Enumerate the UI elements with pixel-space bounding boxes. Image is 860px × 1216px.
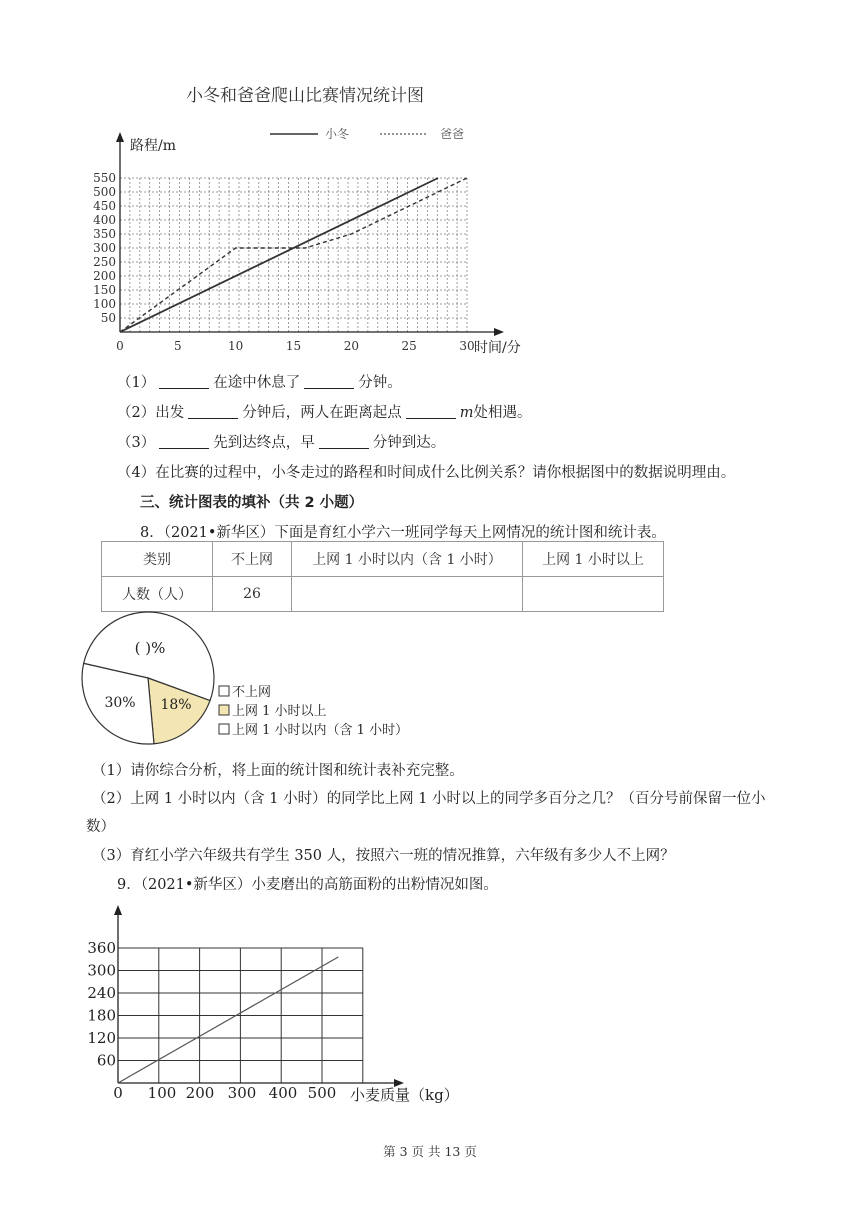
x-tick-label: 400 — [268, 1084, 298, 1102]
legend-xiaodong: 小冬 — [325, 127, 350, 141]
y-tick-label: 240 — [87, 984, 116, 1002]
chart-flour — [0, 890, 860, 1110]
q8-sub1: （1）请你综合分析，将上面的统计图和统计表补充完整。 — [92, 763, 464, 779]
series-line-xiaodong — [120, 178, 438, 332]
table-cell: 人数（人） — [102, 577, 213, 612]
y-tick-label: 150 — [93, 283, 116, 297]
y-tick-label: 50 — [100, 311, 116, 325]
table-header: 上网 1 小时以内（含 1 小时） — [292, 542, 523, 577]
y-tick-label: 200 — [93, 269, 116, 283]
y-tick-label: 60 — [96, 1051, 116, 1070]
chart1-grid — [120, 178, 467, 332]
x-tick-label: 15 — [285, 339, 302, 353]
table-row — [102, 577, 664, 612]
table-header: 上网 1 小时以上 — [523, 542, 664, 577]
answer-blank[interactable] — [159, 374, 209, 389]
legend-swatch-within-1h — [219, 724, 229, 734]
answer-blank[interactable] — [406, 404, 456, 419]
q-text: （3） — [117, 435, 156, 451]
series-line-flour — [118, 957, 338, 1083]
q-text: 在途中休息了 — [213, 375, 301, 391]
legend-label: 上网 1 小时以内（含 1 小时） — [232, 723, 409, 738]
legend-label: 上网 1 小时以上 — [232, 704, 327, 719]
chart3-xlabel: 小麦质量（kg） — [350, 1086, 459, 1104]
q-text: 处相遇。 — [473, 405, 532, 421]
chart3-ticks — [87, 939, 336, 1102]
table-cell: 26 — [213, 577, 292, 612]
q-text: （1） — [117, 375, 156, 391]
y-tick-label: 350 — [93, 227, 116, 241]
x-tick-label: 500 — [307, 1084, 337, 1102]
y-tick-label: 300 — [93, 241, 116, 255]
answer-blank[interactable] — [304, 374, 354, 389]
x-tick-label: 100 — [147, 1084, 177, 1102]
legend-baba: 爸爸 — [440, 127, 465, 141]
x-tick-label: 10 — [228, 339, 244, 353]
q-text: 分钟。 — [358, 375, 402, 391]
x-tick-label: 25 — [401, 339, 417, 353]
legend-label: 不上网 — [232, 685, 272, 700]
y-tick-label: 550 — [93, 171, 116, 185]
y-tick-label: 450 — [93, 199, 116, 213]
x-axis-arrow — [494, 328, 504, 336]
pie-label-30: 30% — [104, 695, 136, 711]
x-tick-label: 0 — [116, 339, 124, 353]
section-heading: 三、统计图表的填补（共 2 小题） — [140, 495, 364, 511]
x-tick-label: 300 — [227, 1084, 257, 1102]
answer-blank[interactable] — [319, 434, 369, 449]
table-row — [102, 542, 664, 577]
y-tick-label: 400 — [93, 213, 116, 227]
x-tick-label: 20 — [343, 339, 359, 353]
y-tick-label: 360 — [87, 939, 116, 957]
y-tick-label: 100 — [93, 297, 116, 311]
chart-climbing — [0, 0, 860, 370]
chart1-ylabel: 路程/m — [130, 138, 176, 154]
y-axis-arrow — [116, 132, 124, 142]
page-footer: 第 3 页 共 13 页 — [383, 1144, 477, 1159]
question-3 — [117, 431, 445, 452]
x-tick-label: 200 — [185, 1084, 215, 1102]
x-tick-label: 0 — [113, 1084, 123, 1102]
pie-chart — [0, 610, 460, 760]
table-cell-blank[interactable] — [292, 577, 523, 612]
unit-m: m — [459, 405, 474, 421]
q8-sub2-cont: 数） — [86, 819, 115, 835]
legend-swatch-over-1h — [219, 705, 229, 715]
x-tick-label: 5 — [174, 339, 182, 353]
answer-blank[interactable] — [188, 404, 238, 419]
stat-table — [101, 541, 664, 612]
y-tick-label: 120 — [87, 1029, 116, 1047]
q-text: （2）出发 — [117, 405, 185, 421]
q8-sub2: （2）上网 1 小时以内（含 1 小时）的同学比上网 1 小时以上的同学多百分之几？（百分号前保留一位小 — [92, 791, 766, 807]
table-header: 不上网 — [213, 542, 292, 577]
q9-intro: 9．（2021•新华区）小麦磨出的高筋面粉的出粉情况如图。 — [117, 877, 498, 893]
table-header: 类别 — [102, 542, 213, 577]
legend-swatch-no-internet — [219, 686, 229, 696]
q-text: 先到达终点，早 — [213, 435, 315, 451]
table-cell-blank[interactable] — [523, 577, 664, 612]
answer-blank[interactable] — [159, 434, 209, 449]
series-line-baba — [120, 178, 467, 332]
chart1-xlabel: 时间/分 — [474, 340, 521, 356]
q8-sub3: （3）育红小学六年级共有学生 350 人，按照六一班的情况推算，六年级有多少人不上网？ — [92, 848, 675, 864]
y-tick-label: 500 — [93, 185, 116, 199]
pie-label-blank: ( )% — [134, 639, 166, 657]
x-tick-label: 30 — [459, 339, 475, 353]
y-tick-label: 300 — [87, 961, 116, 980]
q-text: 分钟到达。 — [372, 435, 446, 451]
pie-label-18: 18% — [160, 697, 192, 713]
y-tick-label: 180 — [87, 1006, 116, 1025]
q8-intro: 8．（2021•新华区）下面是育红小学六一班同学每天上网情况的统计图和统计表。 — [140, 525, 666, 541]
question-4: （4）在比赛的过程中，小冬走过的路程和时间成什么比例关系？请你根据图中的数据说明理由。 — [117, 465, 736, 481]
y-tick-label: 250 — [93, 255, 116, 269]
chart1-title: 小冬和爸爸爬山比赛情况统计图 — [186, 86, 424, 106]
question-1 — [117, 371, 402, 392]
q-text: 分钟后，两人在距离起点 — [242, 405, 402, 421]
chart3-grid — [118, 948, 363, 1083]
y-axis-arrow — [114, 905, 122, 915]
question-2 — [117, 401, 531, 422]
